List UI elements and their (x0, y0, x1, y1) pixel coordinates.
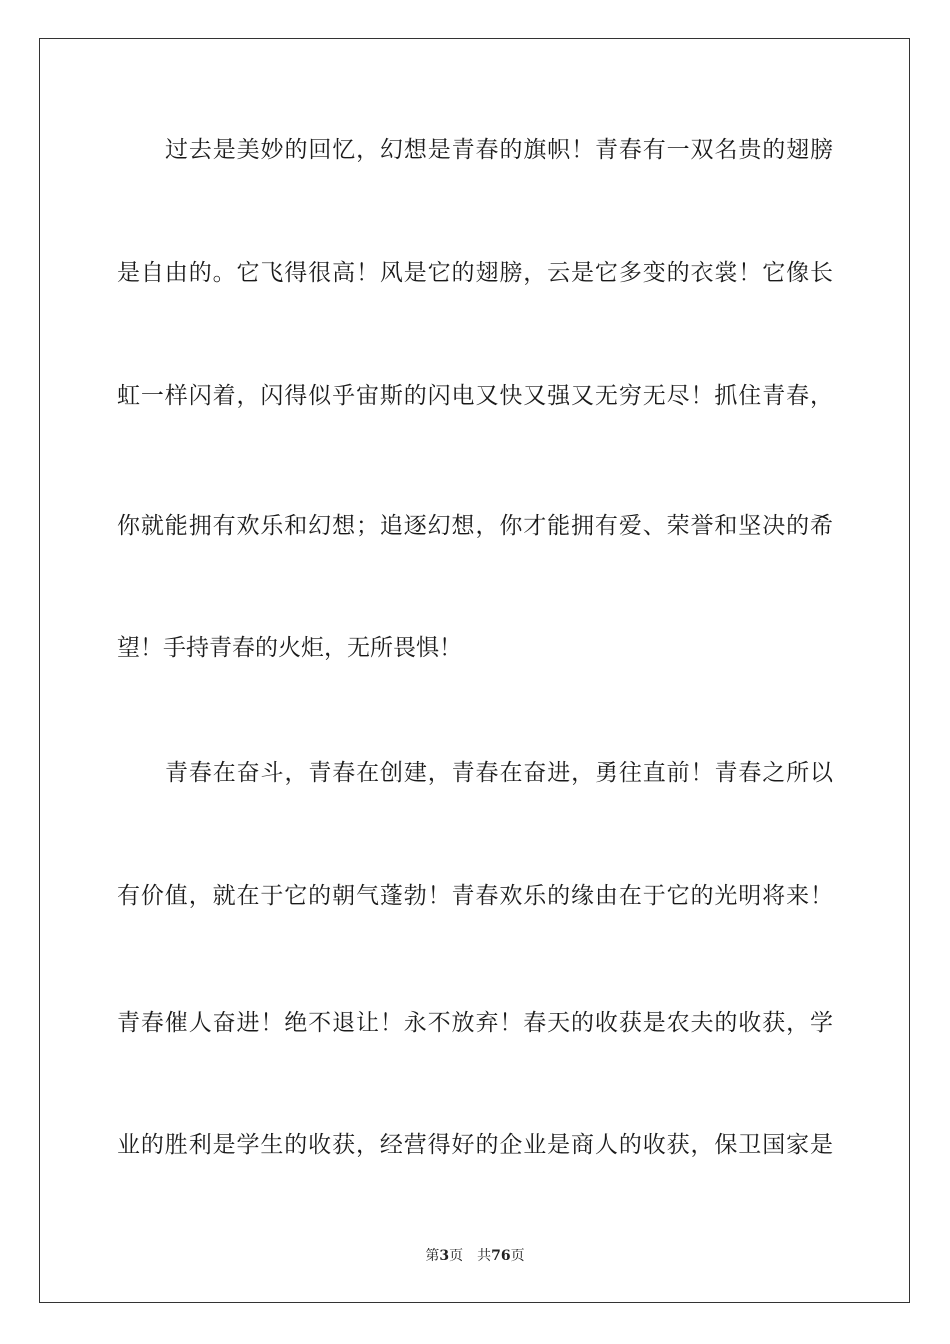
page-border (39, 38, 910, 1303)
page-footer (0, 1247, 950, 1265)
paragraph-2-line-1: 青春在奋斗，青春在创建，青春在奋进，勇往直前！青春之所以 (165, 760, 833, 786)
paragraph-1-line-2: 是自由的。它飞得很高！风是它的翅膀，云是它多变的衣裳！它像长 (117, 260, 833, 286)
total-prefix: 共 (477, 1248, 492, 1264)
paragraph-1-line-3: 虹一样闪着，闪得似乎宙斯的闪电又快又强又无穷无尽！抓住青春， (117, 383, 833, 409)
page-prefix: 第 (425, 1248, 440, 1264)
page-suffix: 页 (449, 1248, 464, 1264)
paragraph-1-line-5: 望！手持青春的火炬，无所畏惧！ (117, 635, 462, 661)
paragraph-2-line-3: 青春催人奋进！绝不退让！永不放弃！春天的收获是农夫的收获，学 (117, 1010, 833, 1036)
paragraph-1-line-4: 你就能拥有欢乐和幻想；追逐幻想，你才能拥有爱、荣誉和坚决的希 (117, 513, 833, 539)
paragraph-2-line-4: 业的胜利是学生的收获，经营得好的企业是商人的收获，保卫国家是 (117, 1132, 833, 1158)
page-number: 3 (439, 1248, 450, 1264)
total-pages: 76 (491, 1248, 511, 1264)
total-suffix: 页 (510, 1248, 525, 1264)
paragraph-1-line-1: 过去是美妙的回忆，幻想是青春的旗帜！青春有一双名贵的翅膀 (165, 137, 833, 163)
paragraph-2-line-2: 有价值，就在于它的朝气蓬勃！青春欢乐的缘由在于它的光明将来！ (117, 883, 833, 909)
